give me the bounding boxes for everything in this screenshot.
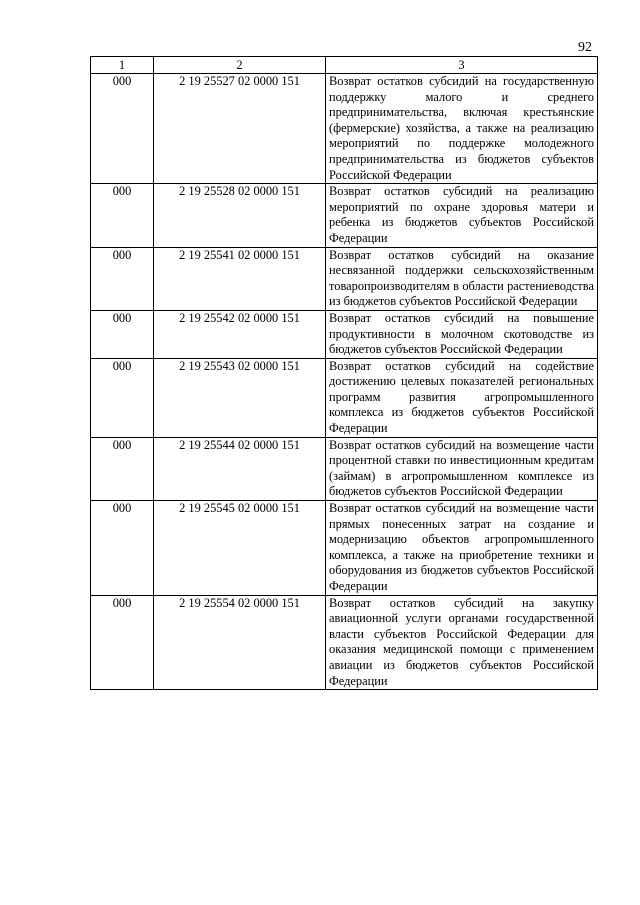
column-header-1: 1 (91, 57, 154, 74)
budget-code-cell: 2 19 25545 02 0000 151 (154, 501, 326, 596)
description-cell: Возврат остатков субсидий на оказание несвязанной поддержки сельскохозяйственным товаропроизводителям в области растениеводства из бюджетов субъектов Российской Федерации (326, 247, 598, 310)
budget-code-cell: 2 19 25528 02 0000 151 (154, 184, 326, 247)
budget-code-cell: 2 19 25541 02 0000 151 (154, 247, 326, 310)
description-cell: Возврат остатков субсидий на реализацию мероприятий по охране здоровья матери и ребенка из бюджетов субъектов Российской Федерации (326, 184, 598, 247)
budget-code-cell: 2 19 25544 02 0000 151 (154, 437, 326, 500)
budget-code-cell: 2 19 25527 02 0000 151 (154, 74, 326, 184)
table-row (91, 184, 598, 247)
table-row (91, 247, 598, 310)
budget-code-cell: 2 19 25554 02 0000 151 (154, 595, 326, 690)
admin-code-cell: 000 (91, 358, 154, 437)
budget-code-cell: 2 19 25543 02 0000 151 (154, 358, 326, 437)
table-row (91, 310, 598, 358)
admin-code-cell: 000 (91, 310, 154, 358)
table-row (91, 501, 598, 596)
table-header-row (91, 57, 598, 74)
admin-code-cell: 000 (91, 595, 154, 690)
description-cell: Возврат остатков субсидий на возмещение части прямых понесенных затрат на создание и модернизацию объектов агропромышленного комплекса, а также на приобретение техники и оборудования из бюджетов субъектов Российской Федерации (326, 501, 598, 596)
admin-code-cell: 000 (91, 74, 154, 184)
column-header-2: 2 (154, 57, 326, 74)
table-row (91, 358, 598, 437)
description-cell: Возврат остатков субсидий на возмещение части процентной ставки по инвестиционным кредитам (займам) в агропромышленном комплексе из бюджетов субъектов Российской Федерации (326, 437, 598, 500)
budget-code-cell: 2 19 25542 02 0000 151 (154, 310, 326, 358)
admin-code-cell: 000 (91, 247, 154, 310)
table-row (91, 437, 598, 500)
admin-code-cell: 000 (91, 184, 154, 247)
description-cell: Возврат остатков субсидий на содействие достижению целевых показателей региональных программ развития агропромышленного комплекса из бюджетов субъектов Российской Федерации (326, 358, 598, 437)
description-cell: Возврат остатков субсидий на повышение продуктивности в молочном скотоводстве из бюджетов субъектов Российской Федерации (326, 310, 598, 358)
column-header-3: 3 (326, 57, 598, 74)
table-row (91, 595, 598, 690)
admin-code-cell: 000 (91, 501, 154, 596)
admin-code-cell: 000 (91, 437, 154, 500)
page-number: 92 (578, 40, 592, 55)
budget-codes-table (90, 56, 598, 690)
table-row (91, 74, 598, 184)
description-cell: Возврат остатков субсидий на закупку авиационной услуги органами государственной власти субъектов Российской Федерации для оказания медицинской помощи с применением авиации из бюджетов субъектов Российской Федерации (326, 595, 598, 690)
description-cell: Возврат остатков субсидий на государственную поддержку малого и среднего предпринимательства, включая крестьянские (фермерские) хозяйства, а также на реализацию мероприятий по поддержке молодежного предпринимательства из бюджетов субъектов Российской Федерации (326, 74, 598, 184)
